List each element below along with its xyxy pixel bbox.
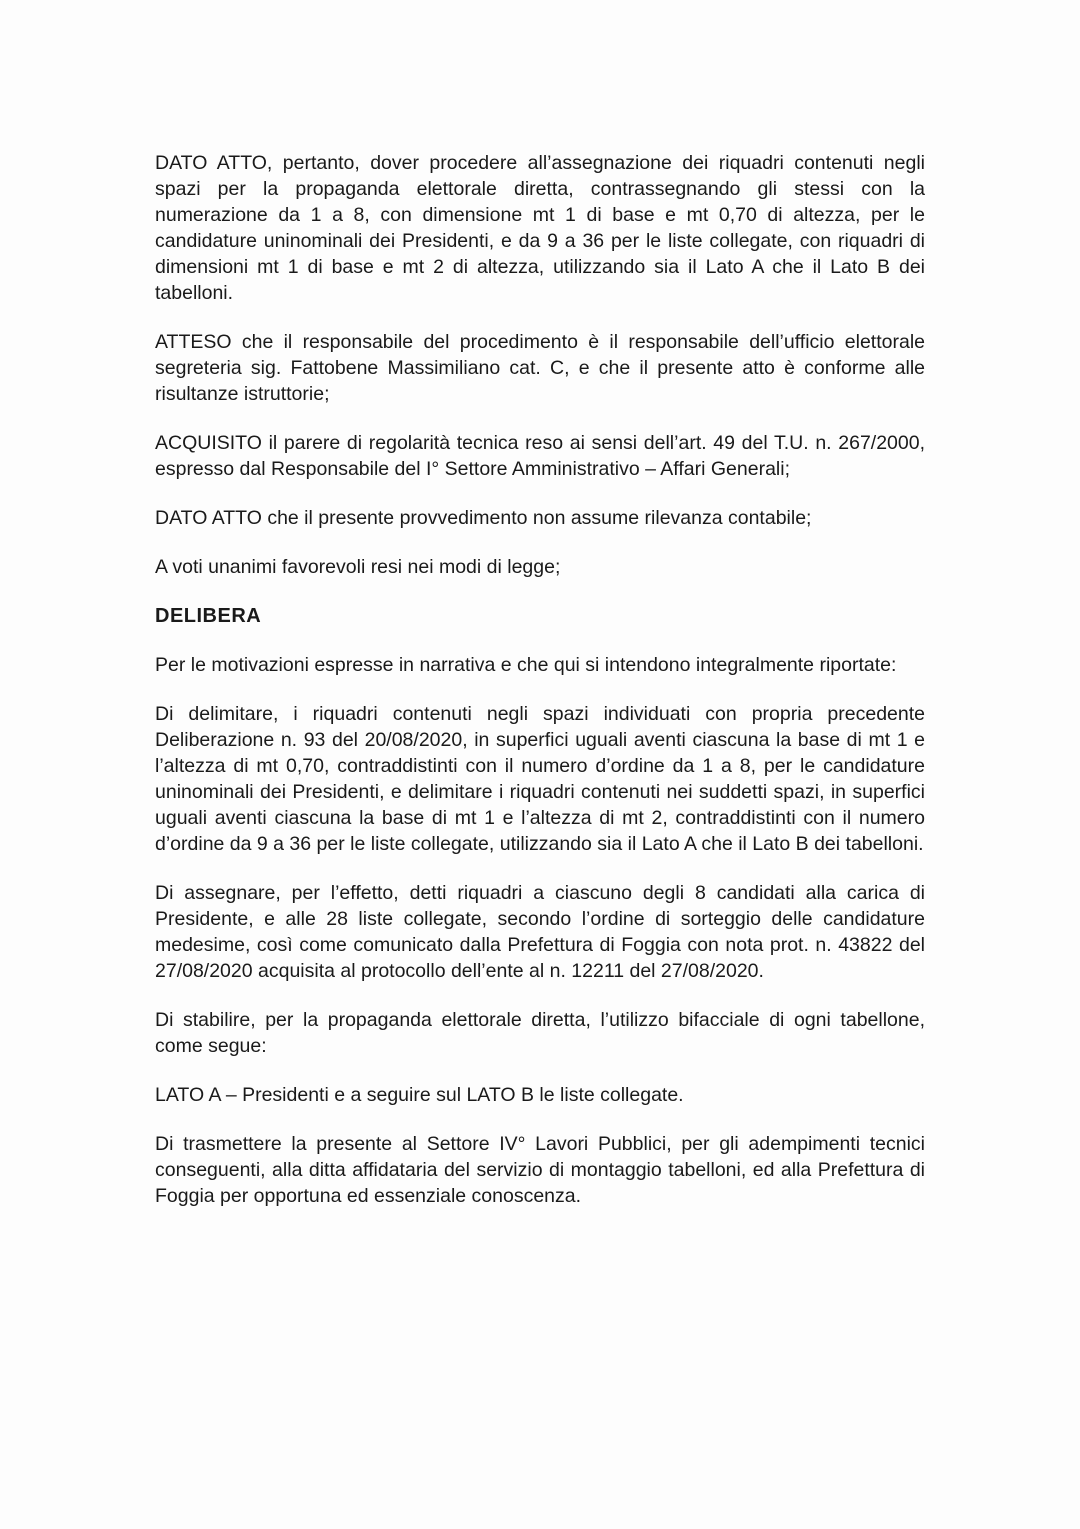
para-dato-atto-riquadri: DATO ATTO, pertanto, dover procedere all’assegnazione dei riquadri contenuti negli spazi per la propaganda elettorale diretta, contrassegnando gli stessi con la numerazione da 1 a 8, con dimensione mt 1 di base e mt 0,70 di altezza, per le candidature uninominali dei Presidenti, e da 9 a 36 per le liste collegate, con riquadri di dimensioni mt 1 di base e mt 2 di altezza, utilizzando sia il Lato A che il Lato B dei tabelloni.: [155, 152, 925, 304]
para-motivazioni: Per le motivazioni espresse in narrativa e che qui si intendono integralmente riportate:: [155, 654, 897, 676]
para-dato-atto-contabile: DATO ATTO che il presente provvedimento non assume rilevanza contabile;: [155, 507, 812, 529]
para-trasmettere: Di trasmettere la presente al Settore IV° Lavori Pubblici, per gli adempimenti tecnici conseguenti, alla ditta affidataria del servizio di montaggio tabelloni, ed alla Prefettura di Foggia per opportuna ed essenziale conoscenza.: [155, 1133, 925, 1207]
para-acquisito-parere: ACQUISITO il parere di regolarità tecnica reso ai sensi dell’art. 49 del T.U. n. 267/2000, espresso dal Responsabile del I° Settore Amministrativo – Affari Generali;: [155, 432, 925, 480]
heading-delibera: DELIBERA: [155, 605, 262, 627]
para-delimitare: Di delimitare, i riquadri contenuti negli spazi individuati con propria precedente Deliberazione n. 93 del 20/08/2020, in superfici uguali aventi ciascuna la base di mt 1 e l’altezza di mt 0,70, contraddistinti con il numero d’ordine da 1 a 8, per le candidature uninominali dei Presidenti, e delimitare i riquadri contenuti nei suddetti spazi, in superfici uguali aventi ciascuna la base di mt 1 e l’altezza di mt 2, contraddistinti con il numero d’ordine da 9 a 36 per le liste collegate, utilizzando sia il Lato A che il Lato B dei tabelloni.: [155, 703, 925, 855]
para-lato-a: LATO A – Presidenti e a seguire sul LATO B le liste collegate.: [155, 1084, 684, 1106]
para-assegnare: Di assegnare, per l’effetto, detti riquadri a ciascuno degli 8 candidati alla carica di Presidente, e alle 28 liste collegate, secondo l’ordine di sorteggio delle candidature medesime, così come comunicato dalla Prefettura di Foggia con nota prot. n. 43822 del 27/08/2020 acquisita al protocollo dell’ente al n. 12211 del 27/08/2020.: [155, 882, 925, 982]
para-voti-unanimi: A voti unanimi favorevoli resi nei modi di legge;: [155, 556, 561, 578]
para-stabilire: Di stabilire, per la propaganda elettorale diretta, l’utilizzo bifacciale di ogni tabellone, come segue:: [155, 1009, 925, 1057]
para-atteso-responsabile: ATTESO che il responsabile del procedimento è il responsabile dell’ufficio elettorale segreteria sig. Fattobene Massimiliano cat. C, e che il presente atto è conforme alle risultanze istruttorie;: [155, 331, 925, 405]
